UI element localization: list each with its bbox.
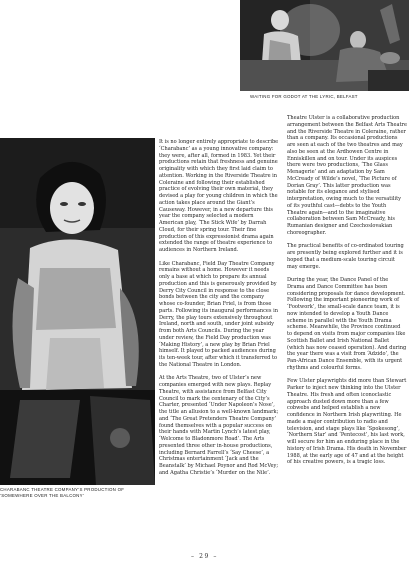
paragraph: At the Arts Theatre, two of Ulster’s new companies emerged with new plays. Replay Theatre, with assistance from Belfast City Council to mark the centenary of the City’s Charter, presented ‘Under Napoleon’s Nose’, the title an allusion to a well-known landmark; and ‘The Great Pretenders Theatre Company’ found themselves with a popular success on their hands with Martin Lynch’s latest play, ‘Welcome to Bladonmore Road’. The Arts presented three other in-house productions, including Bernard Farrell’s ‘Say Cheese’, a Christmas entertainment ‘Jack and the Beanstalk’ by Michael Poynor and Rod McVey; and Agatha Christie’s ‘Murder on the Nile’.	[159, 375, 279, 476]
paragraph: Theatre Ulster is a collaborative production arrangement between the Belfast Arts Theatre and the Riverside Theatre in Coleraine, rather than a company. Its occasional productions are seen at each of the two theatres and may also be seen at the Ardhowen Centre in Enniskillen and on tour. Under its auspices there were two productions, ‘The Glass Menagerie’ and an adaptation by Sam McCready of Wilde’s novel, ‘The Picture of Dorian Gray’. This latter production was notable for its elegance and stylised interpretation, owing much to the versatility of its youthful cast—debts to the Youth Theatre again—and to the imaginative collaboration between Sam McCready, his Rumanian designer and Czechoslovakian choreographer.	[287, 115, 407, 236]
paragraph: Few Ulster playwrights did more than Stewart Parker to inject new thinking into the Ulster Theatre. His fresh and often iconoclastic approach dusted down more than a few cobwebs and helped establish a new confidence in Northern Irish playwriting. He made a major contribution to radio and television, and stage plays like ‘Spokesong’, ‘Northern Star’ and ‘Pentecost’, his last work, will secure for him an enduring place in the history of Irish Drama. His death in November 1988, at the early age of 47 and at the height of his creative powers, is a tragic loss.	[287, 378, 407, 466]
paragraph: Like Charabanc, Field Day Theatre Company remains without a home. However it needs only a base at which to prepare its annual production and this is generously provided by Derry City Council in response to the close bonds between the city and the company whose co-founder, Brian Friel, is from those parts. Following its inaugural performances in Derry, the play tours extensively throughout Ireland, north and south, under joint subsidy from both Arts Councils. During the year under review, the Field Day production was ‘Making History’, a new play by Brian Friel himself. It played to packed audiences during its ten-week tour, after which it transferred to the National Theatre in London.	[159, 260, 278, 368]
photo-waiting-for-godot	[240, 0, 409, 91]
paragraph: It is no longer entirely appropriate to describe ‘Charabanc’ as a young innovative company: they were, after all, formed in 1983. Yet their productions retain that freshness and genuine originality with which they first laid claim to attention. Working in the Riverside Theatre in Coleraine and following their established practice of evolving their own material, they devised a play for young children in which the action takes place around the Giant’s Causeway. However, in a new departure this year the company selected a modern American play, ‘The Stick Wife’ by Darrah Cloud, for their spring tour. Their fine production of this expressionist drama again extended the range of theatre experience to audiences in Northern Ireland.	[159, 139, 279, 253]
paragraph: The practical benefits of co-ordinated touring are presently being explored further and it is hoped that a medium-scale touring circuit may emerge.	[287, 243, 404, 270]
caption-waiting-for-godot: WAITING FOR GODOT AT THE LYRIC, BELFAST	[250, 94, 358, 99]
paragraph: During the year, the Dance Panel of the Drama and Dance Committee has been considering proposals for dance development. Following the important pioneering work of ‘Footwork’, the small-scale dance team, it is now intended to develop a Youth Dance scheme in parallel with the Youth Drama scheme. Meanwhile, the Province continued to depend on visits from major companies like Scottish Ballet and Irish National Ballet (which has now ceased operation). And during the year there was a visit from ‘Adzido’, the Pan-African Dance Ensemble, with its urgent rhythms and colourful forms.	[287, 277, 407, 371]
caption-charabanc-production: CHARABANC THEATRE COMPANY’S PRODUCTION OF ‘SOMEWHERE OVER THE BALCONY’	[0, 487, 125, 499]
photo-charabanc-production	[0, 138, 155, 485]
text-column-2	[287, 115, 407, 466]
page-number: – 29 –	[190, 553, 219, 560]
text-column-1	[159, 139, 279, 477]
